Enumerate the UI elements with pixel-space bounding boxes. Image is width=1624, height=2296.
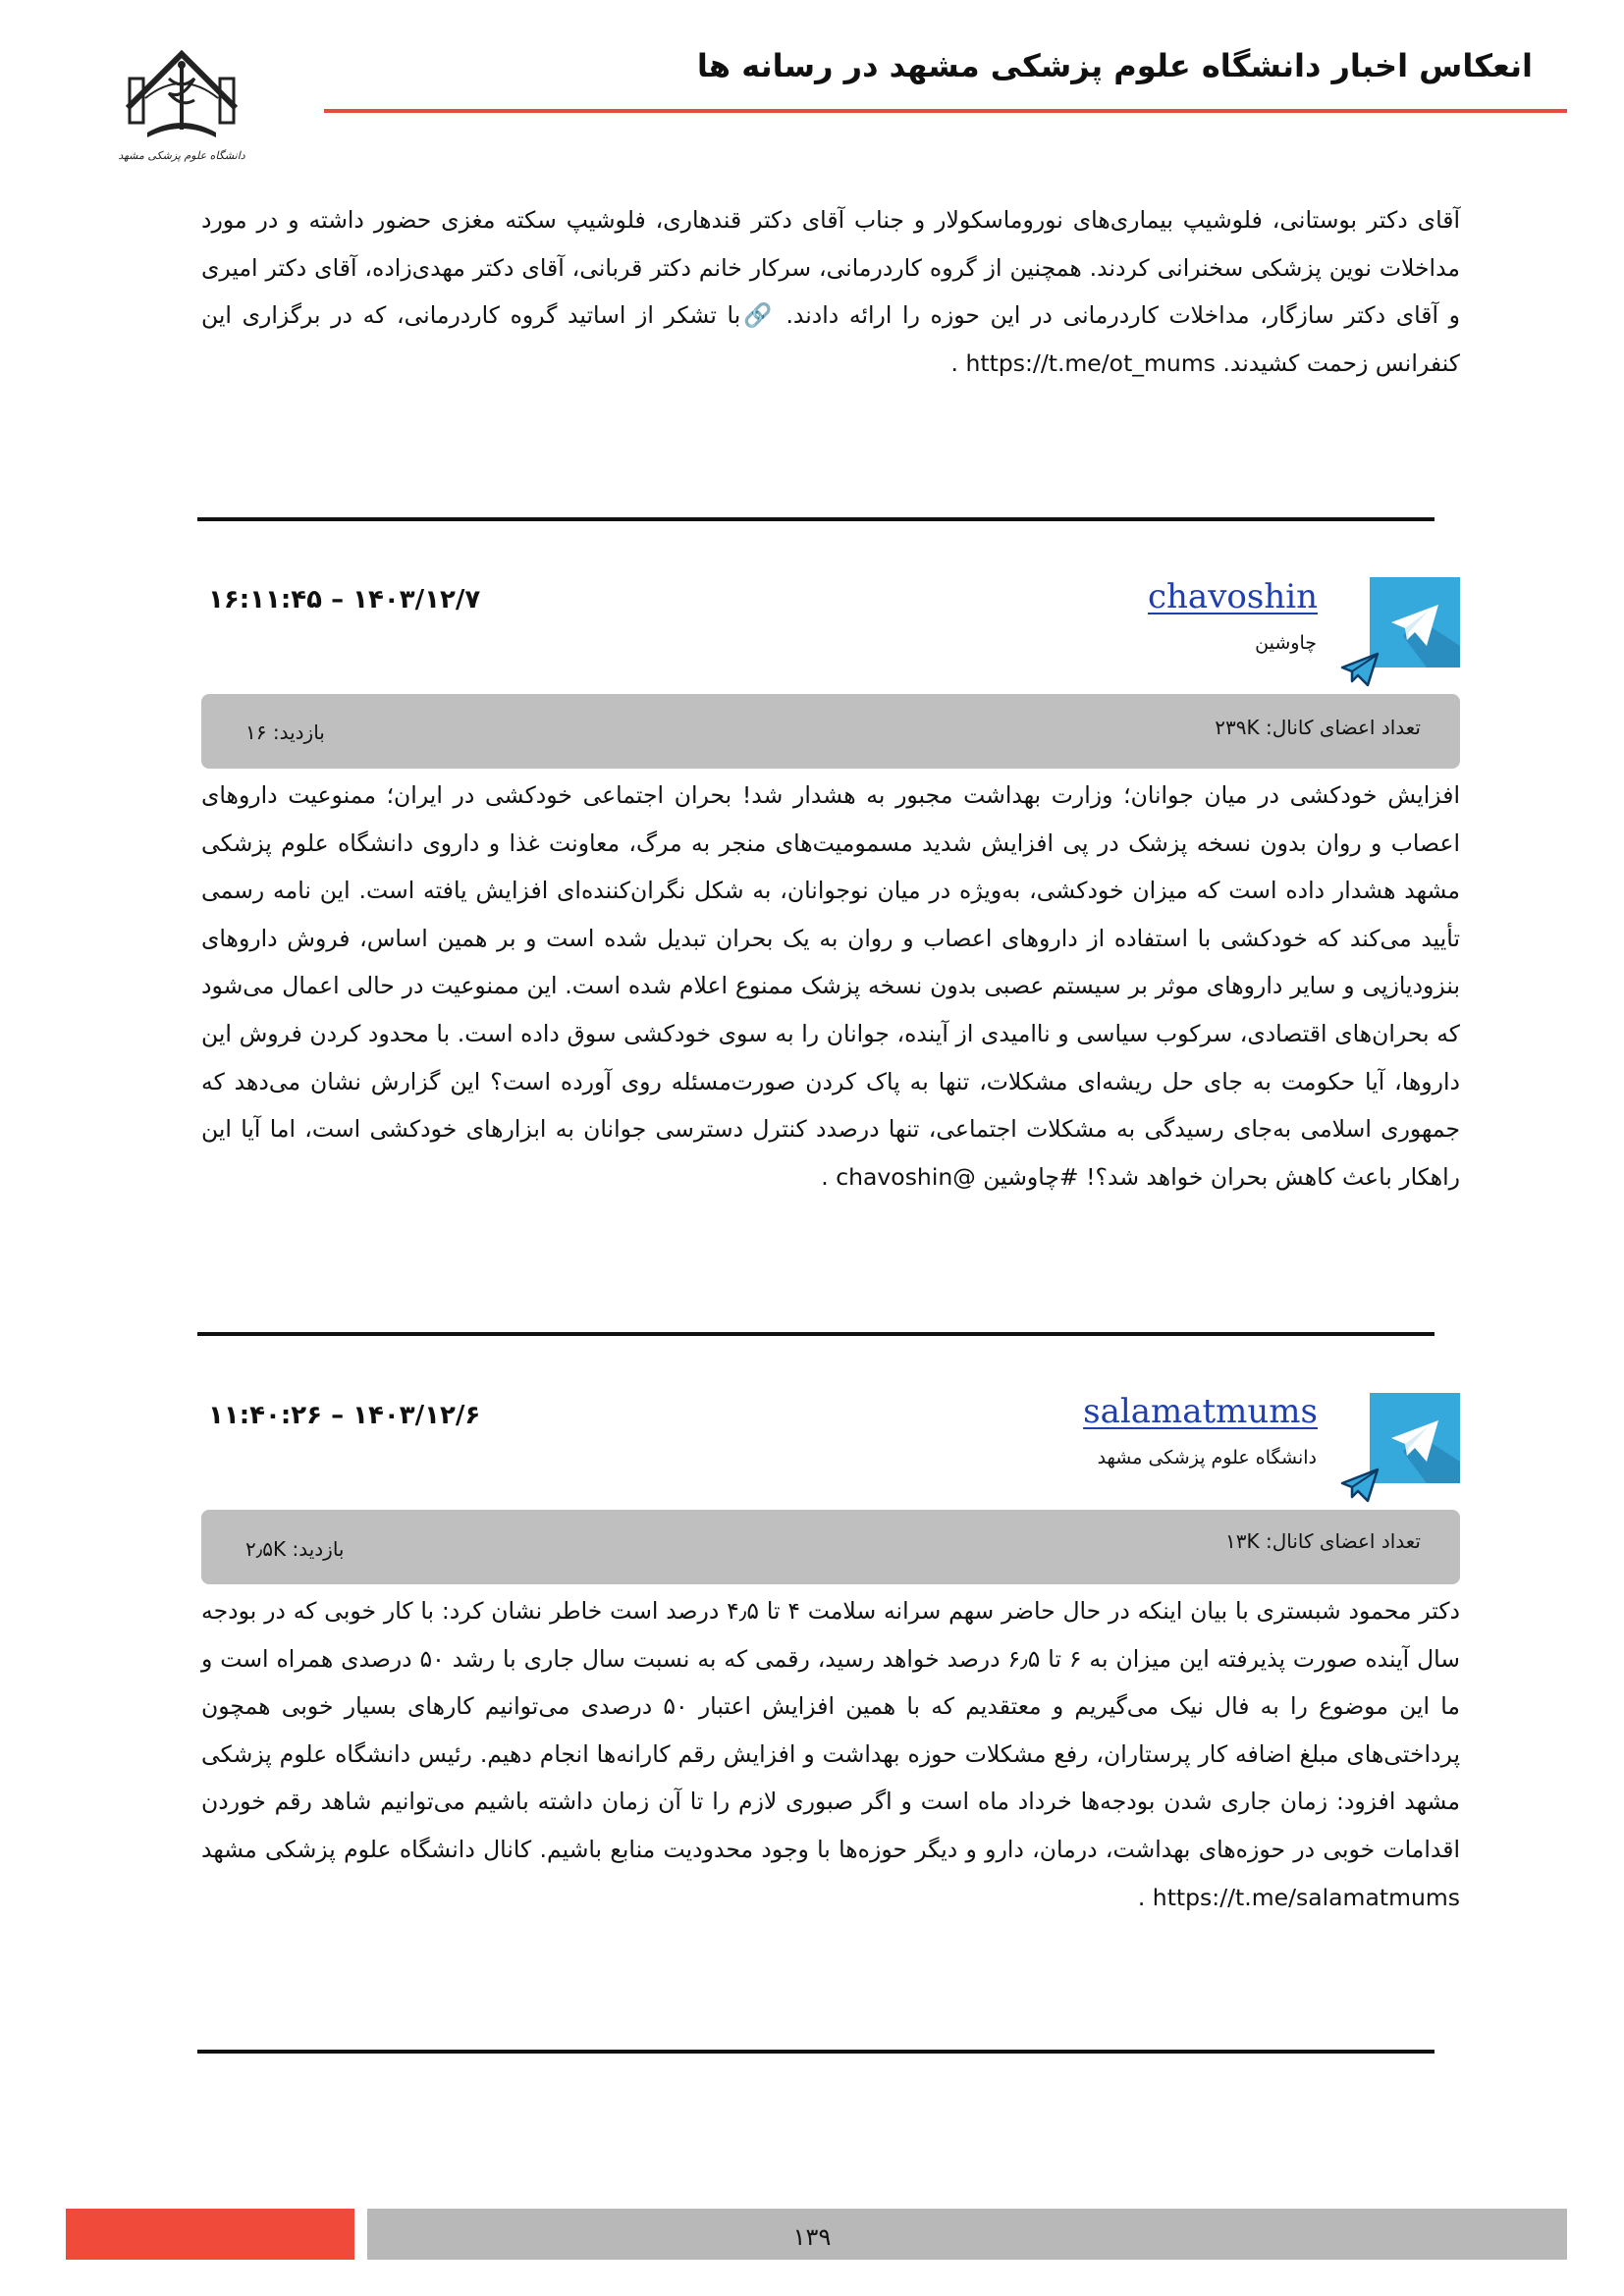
stats-bar bbox=[201, 694, 1460, 769]
view-count: بازدید: ۱۶ bbox=[245, 721, 325, 744]
channel-members-count: تعداد اعضای کانال: ۲۳۹K bbox=[1215, 716, 1421, 739]
post-datetime: ۱۴۰۳/۱۲/۶ – ۱۱:۴۰:۲۶ bbox=[208, 1401, 481, 1430]
channel-subtitle: دانشگاه علوم پزشکی مشهد bbox=[1097, 1447, 1317, 1468]
view-count: بازدید: ۲٫۵K bbox=[245, 1537, 345, 1561]
header-divider bbox=[324, 109, 1567, 113]
telegram-logo-icon bbox=[1370, 1393, 1460, 1483]
telegram-badge-icon bbox=[1340, 1466, 1380, 1505]
post-text: افزایش خودکشی در میان جوانان؛ وزارت بهداشت مجبور به هشدار شد! بحران اجتماعی خودکشی در ایران؛ ممنوعیت داروهای اعصاب و روان بدون نسخه پزشک در پی افزایش شدید مسمومیت‌های منجر به مرگ، معاونت غذا و داروی دانشگاه علوم پزشکی مشهد هشدار داده است که میزان خودکشی، به‌ویژه در میان نوجوانان، به شکل نگران‌کننده‌ای افزایش یافته است. این نامه رسمی تأیید می‌کند که خودکشی با استفاده از داروهای اعصاب و روان به یک بحران تبدیل شده است و بر همین اساس، فروش داروهای بنزودیازپی و سایر داروهای موثر بر سیستم عصبی بدون نسخه پزشک ممنوع اعلام شده است. این ممنوعیت در حالی اعمال می‌شود که بحران‌های اقتصادی، سرکوب سیاسی و ناامیدی از آینده، جوانان را به سوی خودکشی سوق داده است. با محدود کردن فروش این داروها، آیا حکومت به جای حل ریشه‌ای مشکلات، تنها به پاک کردن صورت‌مسئله روی آورده است؟ این گزارش نشان می‌دهد که جمهوری اسلامی به‌جای رسیدگی به مشکلات اجتماعی، تنها درصدد کنترل دسترسی جوانان به ابزارهای خودکشی است، اما آیا این راهکار باعث کاهش بحران خواهد شد؟! #چاوشین @chavoshin . bbox=[201, 781, 1460, 1191]
university-logo-icon bbox=[118, 39, 245, 167]
channel-subtitle: چاوشین bbox=[1255, 632, 1317, 654]
channel-name-link[interactable]: chavoshin bbox=[1147, 577, 1318, 616]
logo-caption: دانشگاه علوم پزشکی مشهد bbox=[118, 149, 245, 162]
post-text: آقای دکتر بوستانی، فلوشیپ بیماری‌های نوروماسکولار و جناب آقای دکتر قندهاری، فلوشیپ سکته مغزی حضور داشته و در مورد مداخلات نوین پزشکی سخنرانی کردند. همچنین از گروه کاردرمانی، سرکار خانم دکتر قربانی، آقای دکتر مهدی‌زاده، آقای دکتر امیری و آقای دکتر سازگار، مداخلات کاردرمانی در این حوزه را ارائه دادند. 🔗با تشکر از اساتید گروه کاردرمانی، که در برگزاری این کنفرانس زحمت کشیدند. https://t.me/ot_mums . bbox=[201, 206, 1460, 377]
page-title: انعکاس اخبار دانشگاه علوم پزشکی مشهد در رسانه ها bbox=[696, 47, 1533, 84]
channel-name-link[interactable]: salamatmums bbox=[1083, 1392, 1318, 1431]
telegram-badge-icon bbox=[1340, 650, 1380, 689]
post-divider bbox=[197, 1332, 1435, 1336]
channel-members-count: تعداد اعضای کانال: ۱۳K bbox=[1225, 1529, 1421, 1553]
telegram-logo-icon bbox=[1370, 577, 1460, 667]
post-divider bbox=[197, 517, 1435, 521]
page-number: ۱۳۹ bbox=[792, 2223, 832, 2251]
stats-bar bbox=[201, 1510, 1460, 1584]
post-text: دکتر محمود شبستری با بیان اینکه در حال حاضر سهم سرانه سلامت ۴ تا ۴٫۵ درصد است خاطر نشان کرد: با کار خوبی که در بودجه سال آینده صورت پذیرفته این میزان به ۶ تا ۶٫۵ درصد خواهد رسید، رقمی که به نسبت سال جاری با رشد ۵۰ درصدی همراه است و ما این موضوع را به فال نیک می‌گیریم و معتقدیم که با همین افزایش اعتبار ۵۰ درصدی می‌توانیم کارهای بسیار خوبی همچون پرداختی‌های مبلغ اضافه کار پرستاران، رفع مشکلات حوزه بهداشت و افزایش رقم کارانه‌ها انجام دهیم. رئیس دانشگاه علوم پزشکی مشهد افزود: زمان جاری شدن بودجه‌ها خرداد ماه است و اگر صبوری لازم را تا آن زمان داشته باشیم می‌توانیم شاهد رقم خوردن اقدامات خوبی در حوزه‌های بهداشت، درمان، دارو و دیگر حوزه‌ها با وجود محدودیت منابع باشیم. کانال دانشگاه علوم پزشکی مشهد https://t.me/salamatmums . bbox=[201, 1597, 1461, 1911]
post-divider bbox=[197, 2050, 1435, 2054]
post-datetime: ۱۴۰۳/۱۲/۷ – ۱۶:۱۱:۴۵ bbox=[208, 585, 481, 614]
